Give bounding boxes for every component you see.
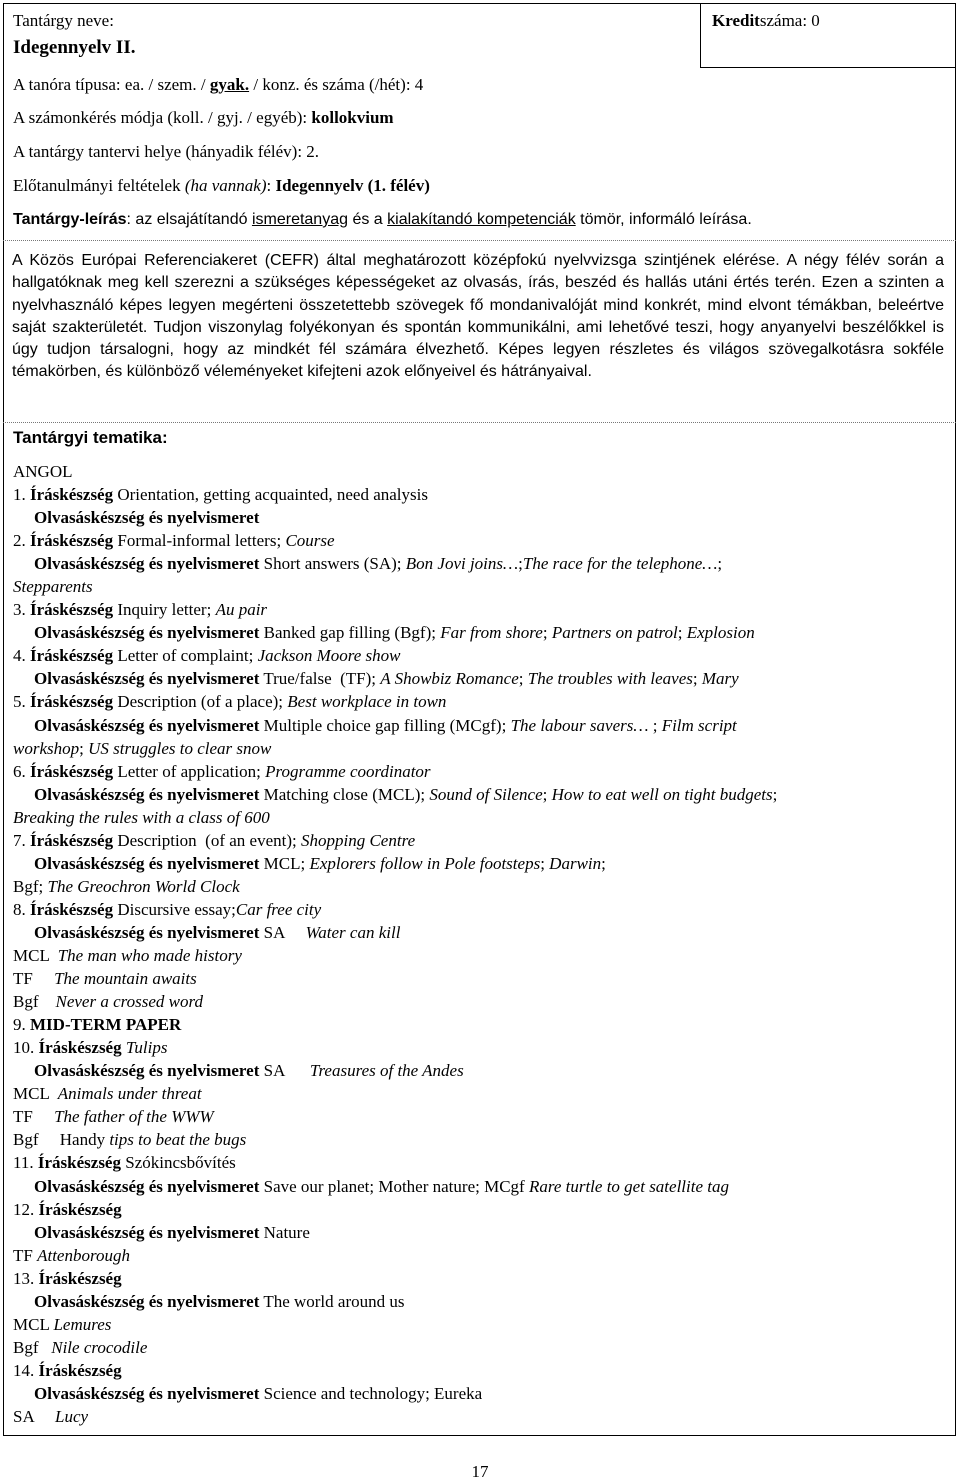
prereq-value: Idegennyelv (1. félév)	[275, 176, 430, 195]
line-text: TF	[13, 1245, 38, 1265]
bold-text: Íráskészség	[38, 1038, 122, 1058]
line-text: MCL;	[259, 853, 310, 873]
italic-title: A Showbiz Romance	[380, 669, 519, 689]
italic-title: Explorers follow in Pole footsteps	[309, 853, 541, 873]
line-text: The world around us	[259, 1291, 405, 1311]
line-text: TF	[13, 969, 55, 989]
italic-title: Shopping Centre	[301, 830, 416, 850]
line-text: 7.	[13, 830, 30, 850]
thematic-line	[13, 877, 240, 897]
line-text: TF	[13, 1107, 55, 1127]
desc-underlined-1: ismeretanyag	[251, 211, 348, 228]
thematic-line	[13, 692, 446, 712]
thematic-line	[13, 577, 93, 597]
italic-title: Tulips	[125, 1038, 168, 1058]
bold-text: Olvasáskészség és nyelvismeret	[34, 1222, 260, 1242]
thematic-line	[13, 992, 203, 1012]
line-text: ;	[542, 784, 552, 804]
thematic-line	[34, 785, 777, 805]
italic-title: Rare turtle to get satellite tag	[528, 1176, 729, 1196]
thematic-line	[34, 554, 726, 574]
italic-title: Water can kill	[305, 922, 401, 942]
italic-title: Programme coordinator	[265, 761, 431, 781]
description-label-line	[13, 210, 752, 230]
bold-text: Íráskészség	[30, 600, 114, 620]
line-text: ;	[692, 669, 702, 689]
italic-title: The father of the WWW	[54, 1107, 214, 1127]
bold-text: Íráskészség	[30, 531, 114, 551]
thematic-line	[13, 739, 271, 759]
bold-text: Olvasáskészség és nyelvismeret	[34, 853, 260, 873]
line-text: Discursive essay;	[113, 899, 236, 919]
line-text: Description (of a place);	[113, 692, 288, 712]
line-text: 11.	[13, 1153, 38, 1173]
line-text: MCL	[13, 946, 58, 965]
bold-text: Íráskészség	[30, 899, 114, 919]
thematic-line	[13, 808, 270, 828]
line-text: 14.	[13, 1360, 39, 1380]
thematic-line	[34, 854, 606, 874]
line-text: 12.	[13, 1199, 39, 1219]
thematic-line	[13, 1407, 88, 1427]
thematic-line	[13, 1015, 181, 1035]
line-text: Matching close (MCL);	[259, 784, 430, 804]
thematic-line	[13, 1269, 122, 1289]
prereq-note: (ha vannak)	[184, 176, 267, 195]
line-text: Nature	[259, 1222, 310, 1242]
line-text: ;	[648, 715, 662, 735]
semester-line: A tantárgy tantervi helye (hányadik félév): 2.	[13, 142, 320, 161]
bold-text: Olvasáskészség és nyelvismeret	[34, 1176, 260, 1196]
italic-title: Explosion	[686, 623, 755, 643]
thematic-line	[13, 485, 428, 505]
line-text: SA	[259, 1061, 310, 1081]
thematic-line	[34, 716, 737, 736]
italic-title: tips to beat the bugs	[109, 1130, 247, 1150]
italic-title: Au pair	[215, 600, 268, 620]
italic-title: Jackson Moore show	[257, 646, 401, 666]
italic-title: Breaking the rules with a class of 600	[13, 807, 270, 827]
bold-text: MID-TERM PAPER	[30, 1015, 182, 1035]
line-text: True/false (TF);	[259, 669, 381, 689]
line-text: Bgf Handy	[13, 1130, 110, 1150]
italic-title: Mary	[701, 669, 739, 689]
thematic-line	[34, 923, 400, 943]
line-text: Description (of an event);	[113, 830, 301, 850]
line-text: Banked gap filling (Bgf);	[259, 623, 441, 643]
bold-text: Íráskészség	[30, 830, 114, 850]
bold-text: Olvasáskészség és nyelvismeret	[34, 1383, 260, 1403]
line-text: Letter of application;	[113, 761, 266, 781]
thematic-line	[13, 1038, 167, 1058]
thematic-line	[13, 946, 242, 966]
italic-title: Attenborough	[37, 1245, 130, 1265]
bold-text: Olvasáskészség és nyelvismeret	[34, 1291, 260, 1311]
italic-title: The race for the telephone…	[522, 554, 718, 574]
line-text: 5.	[13, 692, 30, 712]
line-text: ;	[677, 623, 687, 643]
thematic-line	[34, 1384, 482, 1404]
line-text: 8.	[13, 899, 30, 919]
line-text: Szókincsbővítés	[120, 1153, 236, 1173]
bold-text: Íráskészség	[30, 646, 114, 666]
italic-title: Bon Jovi joins…	[405, 554, 519, 574]
italic-title: Car free city	[235, 899, 322, 919]
italic-title: The labour savers…	[510, 715, 649, 735]
italic-title: The mountain awaits	[54, 969, 197, 989]
line-text: Orientation, getting acquainted, need analysis	[113, 485, 428, 504]
line-text: Short answers (SA);	[259, 554, 406, 574]
line-text: 9.	[13, 1015, 30, 1035]
thematic-line	[13, 831, 415, 851]
line-text: Science and technology; Eureka	[259, 1383, 483, 1403]
line-text: 10.	[13, 1038, 39, 1058]
bold-text: Olvasáskészség és nyelvismeret	[34, 669, 260, 689]
header-divider-horizontal	[700, 67, 956, 68]
bold-text: Íráskészség	[38, 1360, 122, 1380]
desc-underlined-2: kialakítandó kompetenciák	[387, 211, 576, 228]
bold-text: Íráskészség	[30, 485, 114, 504]
credit-info	[712, 11, 820, 31]
italic-title: US struggles to clear snow	[88, 738, 272, 758]
prereq-line	[13, 176, 430, 196]
credit-value: száma: 0	[759, 11, 820, 30]
line-text: ;	[540, 853, 550, 873]
italic-title: Treasures of the Andes	[309, 1061, 464, 1081]
prereq-label: Előtanulmányi feltételek	[13, 176, 185, 195]
line-text: Multiple choice gap filling (MCgf);	[259, 715, 511, 735]
desc-text-1: : az elsajátítandó	[126, 211, 252, 228]
line-text: ;	[772, 784, 778, 804]
italic-title: Far from shore	[440, 623, 543, 643]
language-heading: ANGOL	[13, 462, 73, 481]
bold-text: Íráskészség	[30, 761, 114, 781]
thematic-line	[34, 1223, 310, 1243]
thematic-line	[34, 1292, 404, 1312]
italic-title: Partners on patrol	[551, 623, 678, 643]
line-text: Bgf	[13, 1337, 52, 1357]
italic-title: Stepparents	[13, 577, 93, 597]
italic-title: Best workplace in town	[287, 692, 447, 712]
italic-title: workshop	[13, 738, 80, 758]
line-text: 4.	[13, 646, 30, 666]
thematic-line	[13, 646, 400, 666]
bold-text: Olvasáskészség és nyelvismeret	[34, 1061, 260, 1081]
thematic-line	[13, 1107, 214, 1127]
prereq-colon: :	[266, 176, 276, 195]
line-text: MCL	[13, 1314, 54, 1334]
class-type-selected: gyak.	[209, 75, 250, 94]
line-text: ;	[601, 853, 606, 873]
description-paragraph: A Közös Európai Referenciakeret (CEFR) által meghatározott középfokú nyelvvizsga szintjének elérése. A négy félév során a hallgatóknak meg kell szerezni a szükséges képességeket az olvasás, írás, beszéd és hallás utáni értés terén. Ezen a szinten a nyelvhasználó képes legyen megérteni összetettebb szövegek fő mondanivalóját mind konkrét, mind elvont témákban, beleértve saját szakterületét. Tudjon viszonylag folyékonyan és spontán kommunikálni, ami lehetővé teszi, hogy anyanyelvi beszélőkkel is úgy tudjon társalogni, hogy az mindkét fél számára élvezhető. Képes legyen részletes és világos szövegalkotásra sokféle témakörben, és különböző véleményeket kifejteni azok előnyeivel és hátrányaival.	[12, 252, 944, 381]
exam-value: kollokvium	[311, 108, 394, 127]
thematic-line	[13, 900, 321, 920]
thematic-line	[34, 623, 755, 643]
line-text: 6.	[13, 761, 30, 781]
thematic-line	[13, 600, 267, 620]
section-divider-2	[3, 422, 956, 423]
line-text: ;	[542, 623, 552, 643]
bold-text: Íráskészség	[38, 1199, 122, 1219]
thematic-line	[34, 1061, 464, 1081]
italic-title: The man who made history	[57, 946, 242, 965]
italic-title: Lucy	[55, 1407, 89, 1426]
bold-text: Olvasáskészség és nyelvismeret	[34, 508, 260, 528]
line-text: ;	[518, 669, 528, 689]
thematic-line	[13, 1130, 246, 1150]
header-divider-vertical	[700, 3, 701, 68]
line-text: Bgf	[13, 992, 56, 1012]
thematic-line	[34, 508, 259, 528]
line-text: 2.	[13, 531, 30, 551]
desc-text-2: és a	[348, 211, 388, 228]
line-text: SA	[13, 1407, 56, 1426]
line-text: ;	[518, 554, 523, 574]
exam-line	[13, 108, 394, 128]
thematic-line	[13, 762, 431, 782]
desc-text-3: tömör, informáló leírása.	[575, 211, 752, 228]
thematic-line	[13, 1200, 122, 1220]
bold-text: Íráskészség	[38, 1268, 122, 1288]
thematic-line	[13, 531, 335, 551]
italic-title: Film script	[661, 715, 737, 735]
italic-title: Course	[285, 531, 335, 551]
italic-title: Darwin	[549, 853, 602, 873]
line-text: Letter of complaint;	[113, 646, 258, 666]
line-text: 3.	[13, 600, 30, 620]
thematic-line	[13, 1084, 202, 1104]
line-text: ;	[79, 738, 89, 758]
italic-title: Lemures	[53, 1314, 112, 1334]
thematic-line	[13, 1338, 147, 1358]
credit-label: Kredit	[712, 11, 760, 30]
italic-title: The Greochron World Clock	[47, 876, 240, 896]
class-type-suffix: / konz. és száma (/hét): 4	[249, 75, 424, 94]
thematic-heading: Tantárgyi tematika:	[13, 428, 168, 447]
desc-label: Tantárgy-leírás	[13, 211, 127, 228]
bold-text: Olvasáskészség és nyelvismeret	[34, 922, 260, 942]
line-text: SA	[259, 922, 306, 942]
page-number: 17	[471, 1462, 489, 1481]
line-text: MCL	[13, 1084, 58, 1104]
bold-text: Olvasáskészség és nyelvismeret	[34, 623, 260, 643]
subject-label: Tantárgy neve:	[13, 11, 114, 30]
thematic-line	[13, 969, 197, 989]
bold-text: Olvasáskészség és nyelvismeret	[34, 554, 260, 574]
italic-title: Never a crossed word	[55, 992, 203, 1012]
line-text: ;	[717, 554, 727, 574]
thematic-line	[13, 1361, 122, 1381]
class-type-line	[13, 75, 423, 95]
thematic-line	[13, 1153, 236, 1173]
line-text: Save our planet; Mother nature; MCgf	[259, 1176, 529, 1196]
exam-prefix: A számonkérés módja (koll. / gyj. / egyéb):	[13, 108, 312, 127]
thematic-line	[34, 1177, 729, 1197]
italic-title: Animals under threat	[57, 1084, 202, 1104]
italic-title: The troubles with leaves	[527, 669, 693, 689]
thematic-line	[13, 1246, 130, 1266]
subject-name: Idegennyelv II.	[13, 37, 136, 58]
italic-title: Nile crocodile	[51, 1337, 148, 1357]
bold-text: Olvasáskészség és nyelvismeret	[34, 715, 260, 735]
line-text: 13.	[13, 1268, 39, 1288]
thematic-line	[34, 669, 739, 689]
bold-text: Olvasáskészség és nyelvismeret	[34, 784, 260, 804]
line-text: Formal-informal letters;	[113, 531, 286, 551]
section-divider-1	[3, 240, 956, 241]
italic-title: Sound of Silence	[429, 784, 543, 804]
italic-title: How to eat well on tight budgets	[551, 784, 773, 804]
bold-text: Íráskészség	[30, 692, 114, 712]
thematic-line	[13, 1315, 111, 1335]
line-text: 1.	[13, 485, 30, 504]
line-text: Bgf;	[13, 876, 48, 896]
line-text: Inquiry letter;	[113, 600, 216, 620]
class-type-prefix: A tanóra típusa: ea. / szem. /	[13, 75, 210, 94]
bold-text: Íráskészség	[37, 1153, 121, 1173]
